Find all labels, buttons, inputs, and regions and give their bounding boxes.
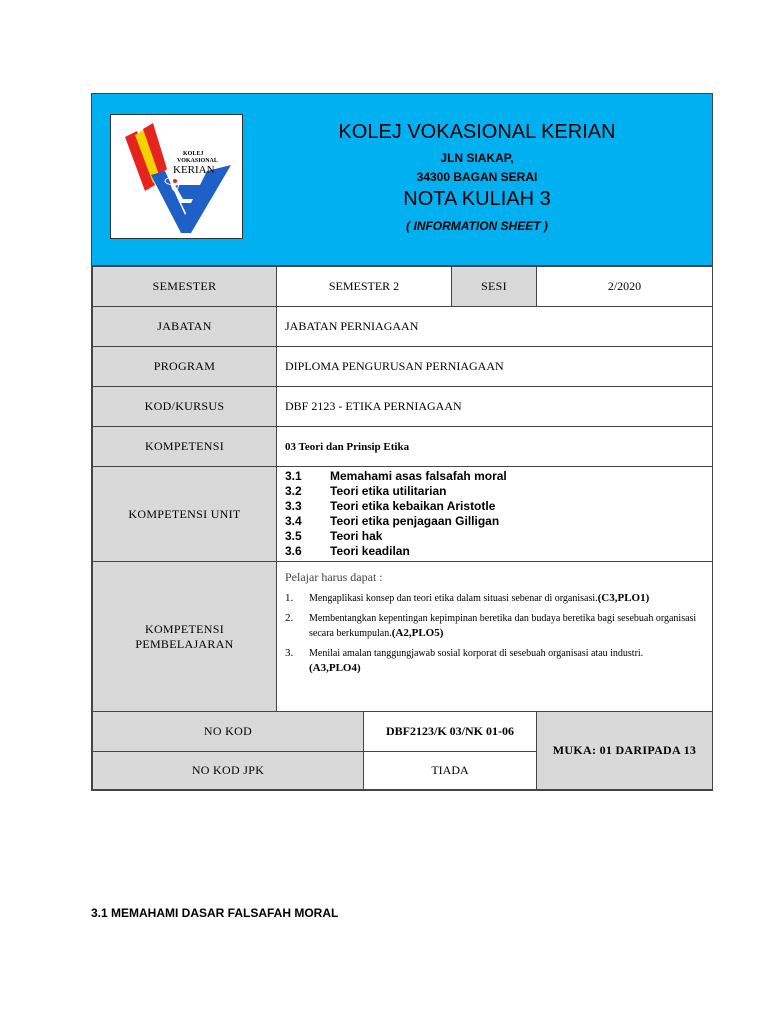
- list-item: [285, 646, 704, 676]
- list-item: [285, 591, 704, 606]
- unit-num: 3.5: [285, 529, 302, 543]
- unit-list: [285, 469, 704, 559]
- logo-text-line2: VOKASIONAL: [177, 158, 218, 164]
- program-value: DIPLOMA PENGURUSAN PERNIAGAAN: [277, 347, 713, 387]
- program-label: PROGRAM: [93, 347, 277, 387]
- outcome-text: Mengaplikasi konsep dan teori etika dalam situasi sebenar di organisasi.: [309, 593, 598, 604]
- unit-text: Memahami asas falsafah moral: [330, 469, 507, 483]
- list-item: [285, 529, 704, 544]
- outcome-text: Membentangkan kepentingan kepimpinan beretika dan budaya beretika bagi sesebuah organisasi secara berkumpulan.: [309, 613, 697, 639]
- sesi-label: SESI: [452, 267, 537, 307]
- address-line2: 34300 BAGAN SERAI: [416, 170, 538, 184]
- info-table: [92, 266, 713, 790]
- kompetensi-pembelajaran-label: [93, 562, 277, 712]
- kompetensi-value: 03 Teori dan Prinsip Etika: [277, 427, 713, 467]
- learning-intro: Pelajar harus dapat :: [285, 570, 383, 584]
- jabatan-value: JABATAN PERNIAGAAN: [277, 307, 713, 347]
- unit-num: 3.3: [285, 499, 302, 513]
- list-item: [285, 469, 704, 484]
- outcome-code: (A3,PLO4): [309, 662, 361, 674]
- table-row: [93, 307, 713, 347]
- no-kod-jpk-label: NO KOD JPK: [93, 752, 364, 790]
- semester-label: SEMESTER: [93, 267, 277, 307]
- college-logo: [110, 114, 243, 239]
- table-row: [93, 267, 713, 307]
- list-item: [285, 514, 704, 529]
- unit-text: Teori hak: [330, 529, 383, 543]
- no-kod-label: NO KOD: [93, 712, 364, 752]
- outcome-num: 2.: [285, 612, 294, 624]
- kompetensi-unit-label: KOMPETENSI UNIT: [93, 467, 277, 562]
- learning-label-line2: PEMBELAJARAN: [135, 636, 234, 651]
- table-row: [93, 387, 713, 427]
- table-row: [93, 347, 713, 387]
- unit-text: Teori etika penjagaan Gilligan: [330, 514, 500, 528]
- sheet-header: [92, 94, 712, 266]
- no-kod-value: DBF2123/K 03/NK 01-06: [364, 712, 537, 752]
- unit-text: Teori etika kebaikan Aristotle: [330, 499, 496, 513]
- outcome-code: (A2,PLO5): [391, 627, 444, 639]
- outcome-text: Menilai amalan tanggungjawab sosial korporat di sesebuah organisasi atau industri.: [309, 648, 644, 659]
- outcome-num: 1.: [285, 592, 294, 604]
- unit-text: Teori keadilan: [330, 544, 410, 558]
- unit-text: Teori etika utilitarian: [330, 484, 447, 498]
- address-line1: JLN SIAKAP,: [440, 151, 514, 165]
- kod-kursus-label: KOD/KURSUS: [93, 387, 277, 427]
- section-title: 3.1 MEMAHAMI DASAR FALSAFAH MORAL: [91, 906, 339, 920]
- table-row: [93, 467, 713, 562]
- kod-kursus-value: DBF 2123 - ETIKA PERNIAGAAN: [277, 387, 713, 427]
- list-item: [285, 484, 704, 499]
- logo-text-line1: KOLEJ: [183, 151, 204, 157]
- document-subtitle: ( INFORMATION SHEET ): [406, 219, 548, 233]
- table-row: [93, 427, 713, 467]
- unit-num: 3.2: [285, 484, 302, 498]
- list-item: [285, 544, 704, 559]
- semester-value: SEMESTER 2: [277, 267, 452, 307]
- unit-num: 3.6: [285, 544, 302, 558]
- college-name: KOLEJ VOKASIONAL KERIAN: [338, 121, 616, 143]
- muka-value: MUKA: 01 DARIPADA 13: [537, 712, 713, 790]
- learning-label-line1: KOMPETENSI: [144, 621, 224, 636]
- outcome-code: (C3,PLO1): [597, 592, 650, 604]
- outcome-num: 3.: [285, 647, 294, 659]
- unit-num: 3.4: [285, 514, 302, 528]
- sesi-value: 2/2020: [537, 267, 713, 307]
- information-sheet: [91, 93, 713, 791]
- table-row: [93, 562, 713, 712]
- table-row: [93, 712, 713, 752]
- no-kod-jpk-value: TIADA: [364, 752, 537, 790]
- list-item: [285, 499, 704, 514]
- list-item: [285, 611, 704, 641]
- document-title: NOTA KULIAH 3: [403, 188, 551, 210]
- kompetensi-unit-value: [277, 467, 713, 562]
- unit-num: 3.1: [285, 469, 302, 483]
- jabatan-label: JABATAN: [93, 307, 277, 347]
- kompetensi-label: KOMPETENSI: [93, 427, 277, 467]
- kompetensi-pembelajaran-value: [277, 562, 713, 712]
- logo-text-line3: KERIAN: [173, 164, 215, 176]
- outcome-list: [285, 591, 704, 676]
